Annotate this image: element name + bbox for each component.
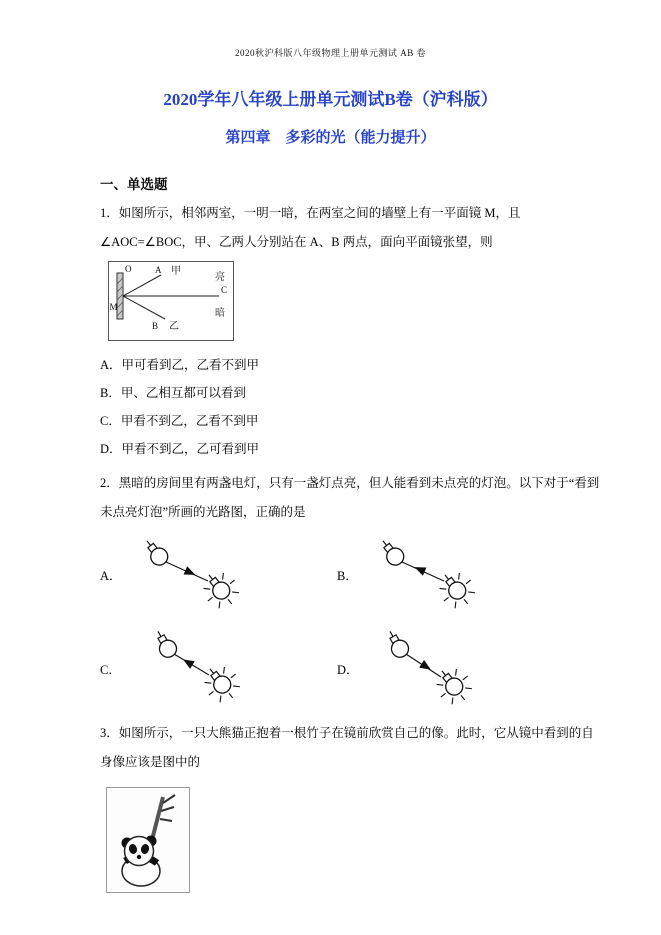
question-2-line-1: 2．黑暗的房间里有两盏电灯，只有一盏灯点亮，但人能看到未点亮的灯泡。以下对于“看到 [100, 476, 600, 490]
panda-head [125, 837, 154, 866]
section-heading: 一、单选题 [100, 177, 168, 192]
light-path-diagram-a [132, 531, 252, 619]
label-yi: 乙 [169, 321, 179, 332]
question-3-line-2: 身像应该是图中的 [100, 755, 201, 769]
lit-bulb-icon [203, 664, 234, 697]
label-bright-room: 亮 [215, 272, 225, 283]
light-ray-arrow [183, 566, 197, 579]
question-2-text [100, 469, 600, 527]
light-ray-arrow [181, 656, 195, 669]
lit-bulb-icon [438, 570, 469, 603]
question-1-text [100, 199, 569, 257]
q1-option-d: D．甲看不到乙，乙可看到甲 [100, 442, 260, 456]
light-ray-arrow [413, 563, 427, 576]
panda-nose [137, 855, 141, 859]
chapter-title: 第四章 多彩的光（能力提升） [225, 130, 436, 146]
light-ray-arrow [419, 660, 433, 674]
lit-bulb-icon [202, 570, 233, 603]
label-M: M [109, 302, 118, 312]
question-3-line-1: 3．如图所示，一只大熊猫正抱着一根竹子在镜前欣赏自己的像。此时，它从镜中看到的自 [100, 726, 594, 740]
unlit-bulb-icon [376, 536, 407, 569]
q2-option-c-cell [100, 625, 337, 713]
q2-option-b-label: B． [337, 569, 358, 583]
q2-option-a-label: A． [100, 569, 122, 583]
sight-lines [123, 275, 219, 319]
document-body [0, 173, 661, 893]
q1-option-a: A．甲可看到乙，乙看不到甲 [100, 358, 260, 372]
q1-option-b: B．甲、乙相互都可以看到 [100, 386, 246, 400]
question-1-options [100, 351, 569, 463]
page-title: 2020学年八年级上册单元测试B卷（沪科版） [163, 90, 498, 109]
q1-option-c: C．甲看不到乙，乙看不到甲 [100, 414, 259, 428]
question-3-text [100, 719, 594, 777]
unlit-bulb-icon [140, 536, 171, 569]
lit-bulb-icon [435, 666, 466, 699]
question-3-figure [106, 787, 190, 893]
label-dark-room: 暗 [215, 308, 225, 319]
label-B: B [152, 321, 159, 331]
label-O: O [125, 264, 132, 274]
label-C: C [221, 285, 228, 295]
panda-with-bamboo-image [111, 791, 185, 889]
label-A: A [155, 265, 162, 275]
q2-option-c-label: C． [100, 663, 121, 677]
label-jia: 甲 [171, 266, 181, 277]
question-1-line-1: 1．如图所示，相邻两室，一明一暗，在两室之间的墙壁上有一平面镜 M，且 [100, 206, 521, 220]
mirror-room-diagram [109, 262, 233, 340]
question-2-line-2: 未点亮灯泡”所画的光路图，正确的是 [100, 505, 306, 519]
light-path-diagram-b [368, 531, 488, 619]
plane-mirror [117, 273, 123, 319]
light-path-diagram-c [131, 625, 251, 713]
q2-option-d-cell [337, 625, 569, 713]
header-note: 2020秋沪科版八年级物理上册单元测试 AB 卷 [234, 48, 426, 58]
light-path-diagram-d [369, 625, 489, 713]
question-1-line-2: ∠AOC=∠BOC，甲、乙两人分别站在 A、B 两点，面向平面镜张望，则 [100, 235, 493, 249]
question-2-diagrams [100, 531, 569, 713]
q2-option-b-cell [337, 531, 569, 619]
question-1-figure [108, 261, 234, 341]
q2-option-a-cell [100, 531, 337, 619]
q2-option-d-label: D． [337, 663, 359, 677]
